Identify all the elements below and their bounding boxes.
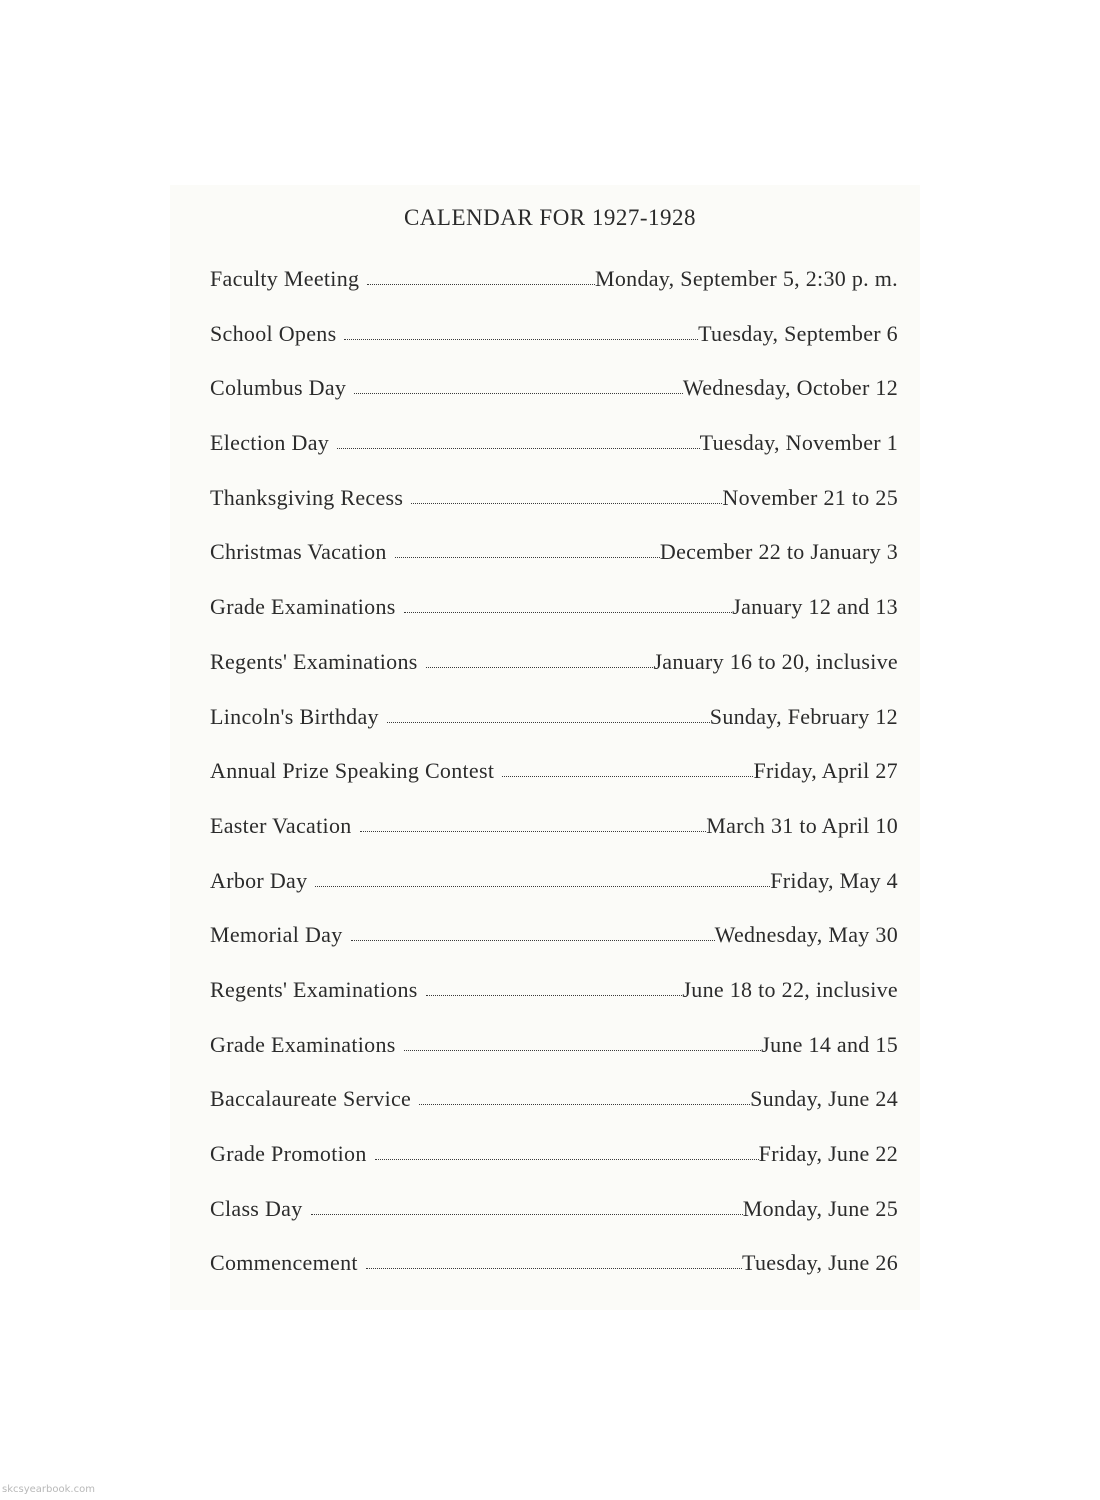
calendar-list [210,266,898,1305]
calendar-entry [210,1086,898,1141]
calendar-entry [210,758,898,813]
dot-leader [311,1214,743,1215]
event-name: Grade Examinations [210,594,396,620]
event-date: January 12 and 13 [732,594,898,620]
calendar-entry [210,1141,898,1196]
event-name: Lincoln's Birthday [210,703,379,729]
event-date: Sunday, June 24 [750,1086,898,1112]
calendar-entry [210,594,898,649]
watermark-text: skcsyearbook.com [2,1484,95,1495]
dot-leader [344,339,698,340]
event-date: June 18 to 22, inclusive [682,976,898,1002]
event-name: Columbus Day [210,375,347,401]
event-date: November 21 to 25 [722,484,898,510]
dot-leader [426,667,654,668]
event-name: Grade Promotion [210,1141,367,1166]
dot-leader [502,776,753,777]
calendar-entry [210,430,898,485]
dot-leader [337,448,700,449]
dot-leader [404,1050,762,1051]
dot-leader [404,612,733,613]
dot-leader [387,722,710,723]
event-name: Class Day [210,1195,303,1221]
calendar-entry [210,266,898,321]
calendar-entry [210,649,898,704]
event-date: December 22 to January 3 [659,539,898,565]
calendar-entry [210,868,898,923]
dot-leader [315,886,770,887]
event-name: Memorial Day [210,922,343,948]
event-name: Regents' Examinations [210,648,418,674]
calendar-entry [210,321,898,376]
event-name: Commencement [210,1250,358,1276]
dot-leader [367,284,595,285]
dot-leader [411,503,722,504]
event-name: School Opens [210,320,337,346]
calendar-entry [210,375,898,430]
calendar-entry [210,813,898,868]
event-date: Friday, June 22 [758,1141,898,1166]
event-name: Faculty Meeting [210,266,360,291]
event-date: Tuesday, September 6 [698,320,898,346]
event-date: Wednesday, May 30 [714,922,898,948]
dot-leader [375,1159,759,1160]
event-name: Election Day [210,430,330,456]
event-date: January 16 to 20, inclusive [653,648,898,674]
event-name: Regents' Examinations [210,976,418,1002]
calendar-entry [210,1032,898,1087]
dot-leader [426,995,683,996]
event-name: Baccalaureate Service [210,1086,412,1112]
event-date: Wednesday, October 12 [682,375,898,401]
event-date: March 31 to April 10 [706,812,898,838]
page-title: CALENDAR FOR 1927-1928 [403,205,697,230]
event-date: Friday, May 4 [770,867,898,893]
event-name: Annual Prize Speaking Contest [210,758,495,784]
event-name: Grade Examinations [210,1031,396,1057]
calendar-entry [210,485,898,540]
event-date: Tuesday, June 26 [742,1250,898,1276]
event-date: June 14 and 15 [761,1031,898,1057]
event-date: Sunday, February 12 [709,703,898,729]
dot-leader [354,393,683,394]
calendar-entry [210,1250,898,1305]
event-name: Thanksgiving Recess [210,484,404,510]
dot-leader [351,940,715,941]
event-date: Monday, June 25 [742,1195,898,1221]
calendar-entry [210,1196,898,1251]
event-date: Friday, April 27 [753,758,898,784]
dot-leader [395,557,660,558]
event-date: Tuesday, November 1 [699,430,898,456]
dot-leader [360,831,707,832]
event-date: Monday, September 5, 2:30 p. m. [594,266,898,291]
dot-leader [366,1268,742,1269]
calendar-entry [210,704,898,759]
calendar-entry [210,922,898,977]
event-name: Christmas Vacation [210,539,387,565]
event-name: Arbor Day [210,867,308,893]
dot-leader [419,1104,750,1105]
calendar-entry [210,977,898,1032]
calendar-entry [210,539,898,594]
event-name: Easter Vacation [210,812,352,838]
